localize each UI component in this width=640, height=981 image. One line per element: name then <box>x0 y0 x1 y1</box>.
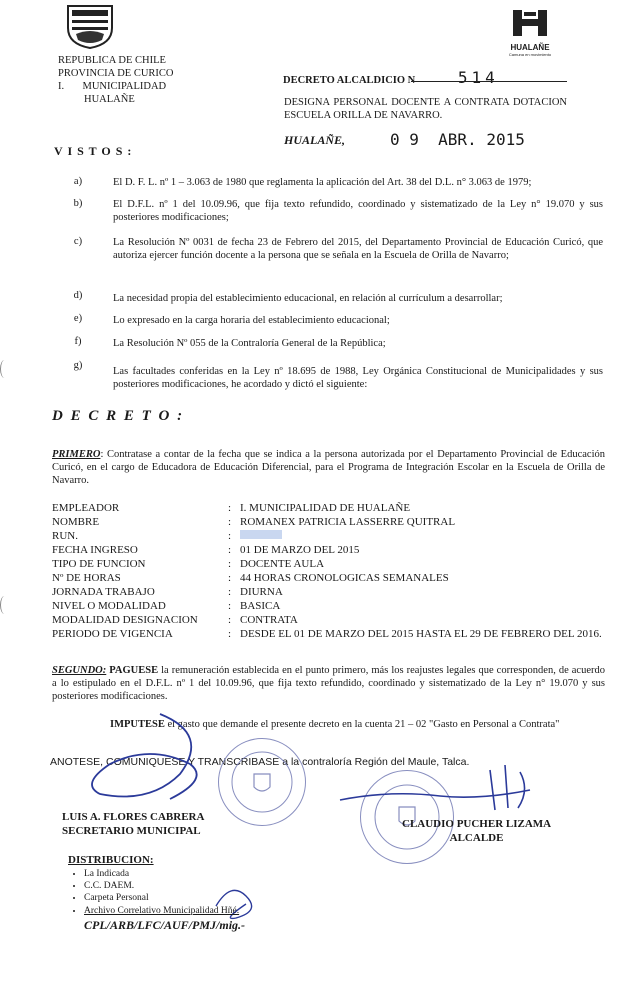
punch-mark <box>0 360 9 378</box>
vistos-item-e: Lo expresado en la carga horaria del establecimiento educacional; <box>113 315 390 326</box>
logo-name: HUALAÑE <box>510 43 550 52</box>
field-label: NIVEL O MODALIDAD <box>52 600 166 612</box>
logo-tagline: Camuna en movimiento <box>508 52 552 57</box>
vistos-title: V I S T O S : <box>54 144 133 158</box>
header-line-municipality: I. MUNICIPALIDAD <box>58 81 167 92</box>
field-value: CONTRATA <box>240 614 298 626</box>
employment-details-table: EMPLEADOR : I. MUNICIPALIDAD DE HUALAÑE NOMBRE : ROMANEX PATRICIA LASSERRE QUITRAL RUN. : FECHA INGRESO : 01 DE MARZO DEL 2015 TIPO DE FUNCION : DOCENTE AULA Nº DE HORAS : 44 HORAS CRONOLOGICAS SEMANALES JORNADA TRABAJO : DIURNA NIVEL O MODALIDAD : BASICA MODALIDAD DESIGNACION : CONTRATA PERIODO DE VIGENCIA : DESDE EL 01 DE MARZO DEL 2015 HASTA EL 29 DE FEBRERO DEL 2016. <box>0 502 640 652</box>
list-item: • C.C. DAEM. <box>84 880 239 892</box>
field-label: FECHA INGRESO <box>52 544 138 556</box>
crest-icon <box>64 2 116 50</box>
primero-label: PRIMERO <box>52 449 101 460</box>
distribucion-list <box>66 868 239 917</box>
signature-secretario <box>60 704 230 814</box>
vistos-letter: f) <box>74 336 82 347</box>
field-value: DOCENTE AULA <box>240 558 325 570</box>
secretario-name: LUIS A. FLORES CABRERA <box>62 811 205 823</box>
distribucion-initials: CPL/ARB/LFC/AUF/PMJ/mig.- <box>84 918 246 932</box>
vistos-letter: c) <box>73 236 83 247</box>
field-value: ROMANEX PATRICIA LASSERRE QUITRAL <box>240 516 456 528</box>
decree-underline <box>411 81 567 82</box>
municipal-crest-logo <box>64 2 116 50</box>
institution-header <box>58 54 174 106</box>
signature-alcalde <box>330 760 550 820</box>
decree-place: HUALAÑE, <box>284 133 346 147</box>
list-item: • Archivo Correlativo Municipalidad Hñé. <box>84 905 239 917</box>
decreto-title: D E C R E T O : <box>52 408 185 424</box>
vistos-letter: d) <box>73 290 83 301</box>
segundo-paragraph <box>52 664 605 704</box>
decree-subject: DESIGNA PERSONAL DOCENTE A CONTRATA DOTACION ESCUELA ORILLA DE NAVARRO. <box>284 97 567 122</box>
field-value: 44 HORAS CRONOLOGICAS SEMANALES <box>240 572 449 584</box>
anotese-line: ANOTESE, COMUNIQUESE Y TRANSCRIBASE a la contraloría Región del Maule, Talca. <box>50 756 470 768</box>
redacted-run-value <box>240 530 610 542</box>
decree-date-stamp: 0 9 ABR. 2015 <box>390 130 525 149</box>
header-line-republic: REPUBLICA DE CHILE <box>58 55 166 66</box>
alcalde-name: CLAUDIO PUCHER LIZAMA <box>402 818 552 830</box>
decree-number: 514 <box>457 68 499 87</box>
field-label: Nº DE HORAS <box>52 572 121 584</box>
field-value: 01 DE MARZO DEL 2015 <box>240 544 360 556</box>
redaction-mark <box>240 530 282 539</box>
field-value: DIURNA <box>240 586 283 598</box>
decree-number-line <box>283 68 573 87</box>
vistos-item-d: La necesidad propia del establecimiento educacional, en relación al currículum a desarrollar; <box>113 293 503 304</box>
alcalde-signature-block <box>402 817 551 845</box>
vistos-letter: a) <box>73 176 83 187</box>
field-value: I. MUNICIPALIDAD DE HUALAÑE <box>240 502 411 514</box>
field-label: TIPO DE FUNCION <box>52 558 146 570</box>
hualane-logo <box>500 8 560 57</box>
secretario-role: SECRETARIO MUNICIPAL <box>62 825 201 837</box>
vistos-item-c: La Resolución Nº 0031 de fecha 23 de Febrero del 2015, del Departamento Provincial de Educación Curicó, que autoriza ejercer función docente a la persona que se señala en la Escuela de Orilla de Navarro; <box>113 237 603 262</box>
header-line-province: PROVINCIA DE CURICO <box>58 68 174 79</box>
stamp-secretario <box>218 738 306 826</box>
field-value: BASICA <box>240 600 281 612</box>
vistos-item-b: El D.F.L. nº 1 del 10.09.96, que fija texto refundido, coordinado y sistematizado de la Ley n° 19.070 y sus posteriores modificaciones; <box>113 199 603 224</box>
primero-paragraph <box>52 448 605 488</box>
field-label: RUN. <box>52 530 78 542</box>
field-label: EMPLEADOR <box>52 502 120 514</box>
distribucion-title: DISTRIBUCION: <box>68 854 154 866</box>
punch-mark <box>0 596 9 614</box>
field-label: MODALIDAD DESIGNACION <box>52 614 198 626</box>
field-label: NOMBRE <box>52 516 100 528</box>
vistos-letter: g) <box>73 360 83 371</box>
vistos-letter: b) <box>73 198 83 209</box>
vistos-item-a: El D. F. L. nº 1 – 3.063 de 1980 que reglamenta la aplicación del Art. 38 del D.L. n° 3.063 de 1979; <box>113 177 532 188</box>
secretario-signature-block <box>62 810 204 838</box>
vistos-item-f: La Resolución Nº 055 de la Contraloría General de la República; <box>113 338 386 349</box>
field-label: PERIODO DE VIGENCIA <box>52 628 173 640</box>
segundo-verb: PAGUESE <box>109 665 159 676</box>
imputese-verb: IMPUTESE <box>110 719 165 730</box>
header-line-town: HUALAÑE <box>84 94 135 105</box>
decree-label: DECRETO ALCALDICIO N <box>283 75 416 86</box>
seal-icon <box>219 739 305 825</box>
field-value: DESDE EL 01 DE MARZO DEL 2015 HASTA EL 29 DE FEBRERO DEL 2016. <box>240 628 602 640</box>
segundo-text: la remuneración establecida en el punto primero, más los reajustes legales que corresponden, de acuerdo a lo estipulado en el D.F.L. nº 1 del 10.09.96, que fija texto refundido, coordinado y sistematizado de la Ley n° 19.070 y sus posteriores modificaciones. <box>52 665 605 703</box>
list-item: • La Indicada <box>84 868 239 880</box>
hualane-h-icon <box>510 8 550 38</box>
imputese-text: el gasto que demande el presente decreto en la cuenta 21 – 02 "Gasto en Personal a Contrata" <box>164 719 560 730</box>
field-label: JORNADA TRABAJO <box>52 586 155 598</box>
list-item: • Carpeta Personal <box>84 892 239 904</box>
segundo-label: SEGUNDO: <box>52 665 107 676</box>
vistos-item-g: Las facultades conferidas en la Ley nº 18.695 de 1988, Ley Orgánica Constitucional de Municipalidades y sus posteriores modificaciones, he acordado y dictó el siguiente: <box>113 366 603 391</box>
alcalde-role: ALCALDE <box>449 832 504 844</box>
vistos-letter: e) <box>73 313 83 324</box>
primero-text: : Contratase a contar de la fecha que se indica a la persona autorizada por el Departamento Provincial de Educación Curicó, en el cargo de Educadora de Educación Diferencial, para el Programa de Integración Escolar en la Escuela de Orilla de Navarro. <box>52 449 605 487</box>
